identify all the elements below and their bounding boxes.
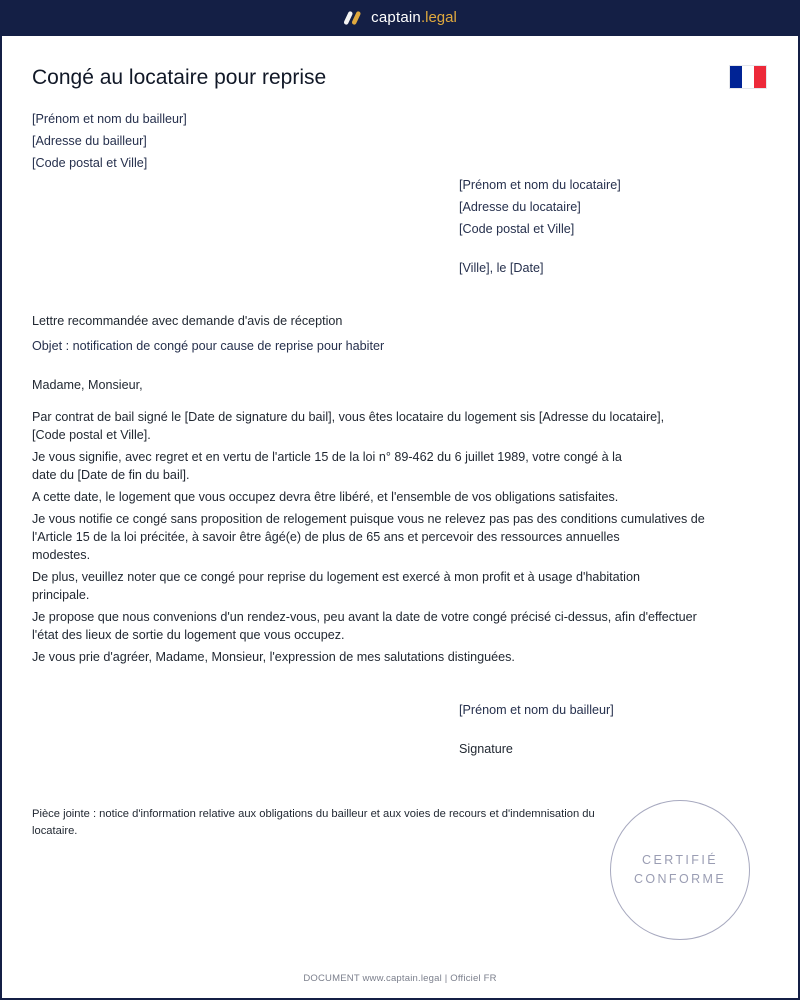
paragraph-line: Je vous notifie ce congé sans proposition de relogement puisque vous ne relevez pas pas des conditions cumulatives de bbox=[32, 512, 705, 526]
recipient-city: [Code postal et Ville] bbox=[459, 222, 575, 236]
flag-stripe-white bbox=[742, 66, 754, 88]
paragraph-1 bbox=[32, 408, 664, 444]
paragraph-line: Je vous prie d'agréer, Madame, Monsieur, l'expression de mes salutations distinguées. bbox=[32, 650, 515, 664]
paragraph-line: l'état des lieux de sortie du logement que vous occupez. bbox=[32, 628, 345, 642]
paragraph-line: Je vous signifie, avec regret et en vertu de l'article 15 de la loi n° 89-462 du 6 juillet 1989, votre congé à la bbox=[32, 450, 622, 464]
subject-line: Objet : notification de congé pour cause de reprise pour habiter bbox=[32, 339, 385, 353]
brand-name: captain bbox=[371, 9, 421, 26]
flag-stripe-blue bbox=[730, 66, 742, 88]
paragraph-5 bbox=[32, 568, 640, 604]
paragraph-line: principale. bbox=[32, 588, 90, 602]
flag-stripe-red bbox=[754, 66, 766, 88]
top-bar bbox=[0, 0, 800, 36]
sender-city: [Code postal et Ville] bbox=[32, 156, 148, 170]
place-date: [Ville], le [Date] bbox=[459, 261, 544, 275]
sender-address: [Adresse du bailleur] bbox=[32, 134, 147, 148]
french-flag-icon bbox=[729, 65, 767, 89]
salutation: Madame, Monsieur, bbox=[32, 378, 143, 392]
paragraph-line: date du [Date de fin du bail]. bbox=[32, 468, 190, 482]
paragraph-4 bbox=[32, 510, 705, 564]
stamp-line-2: CONFORME bbox=[633, 872, 727, 886]
paragraph-line: modestes. bbox=[32, 548, 91, 562]
paragraph-7 bbox=[32, 648, 515, 666]
stamp-line-1: CERTIFIÉ bbox=[642, 853, 718, 867]
certified-stamp bbox=[610, 800, 750, 940]
attachment-line: locataire. bbox=[32, 825, 78, 837]
delivery-mode: Lettre recommandée avec demande d'avis de réception bbox=[32, 314, 343, 328]
paragraph-line: A cette date, le logement que vous occupez devra être libéré, et l'ensemble de vos obligations satisfaites. bbox=[32, 490, 619, 504]
sender-name: [Prénom et nom du bailleur] bbox=[32, 112, 187, 126]
brand-suffix: .legal bbox=[420, 9, 457, 26]
recipient-name: [Prénom et nom du locataire] bbox=[459, 178, 621, 192]
recipient-address: [Adresse du locataire] bbox=[459, 200, 581, 214]
paragraph-line: Je propose que nous convenions d'un rendez-vous, peu avant la date de votre congé précisé ci-dessus, afin d'effectuer bbox=[32, 610, 697, 624]
attachment-note bbox=[32, 806, 595, 840]
brand-logo-icon bbox=[343, 10, 363, 26]
paragraph-line: [Code postal et Ville]. bbox=[32, 428, 151, 442]
attachment-line: Pièce jointe : notice d'information relative aux obligations du bailleur et aux voies de recours et d'indemnisation du bbox=[32, 808, 595, 820]
paragraph-line: De plus, veuillez noter que ce congé pour reprise du logement est exercé à mon profit et à usage d'habitation bbox=[32, 570, 640, 584]
document-title: Congé au locataire pour reprise bbox=[32, 66, 327, 89]
footer-text: DOCUMENT www.captain.legal | Officiel FR bbox=[303, 973, 497, 984]
paragraph-line: l'Article 15 de la loi précitée, à savoir être âgé(e) de plus de 65 ans et percevoir des ressources annuelles bbox=[32, 530, 620, 544]
signature-name: [Prénom et nom du bailleur] bbox=[459, 703, 614, 717]
signature-label: Signature bbox=[459, 742, 513, 756]
paragraph-line: Par contrat de bail signé le [Date de signature du bail], vous êtes locataire du logement sis [Adresse du locataire], bbox=[32, 410, 665, 424]
brand[interactable] bbox=[343, 9, 457, 27]
paragraph-3 bbox=[32, 488, 618, 506]
paragraph-6 bbox=[32, 608, 697, 644]
paragraph-2 bbox=[32, 448, 622, 484]
